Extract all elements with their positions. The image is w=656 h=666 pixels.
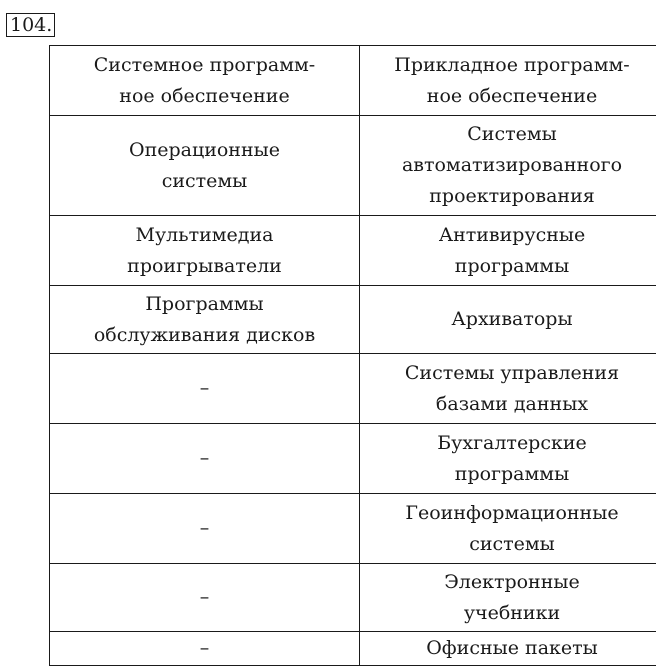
row-8-left: –: [50, 632, 360, 666]
table-row: [50, 354, 656, 424]
table-row: [50, 494, 656, 564]
row-2-left: Мультимедиа проигрыватели: [50, 216, 360, 286]
table-row: [50, 632, 656, 666]
table-row: [50, 216, 656, 286]
row-4-right: Системы управления базами данных: [360, 354, 656, 424]
row-6-right: Геоинформационные системы: [360, 494, 656, 564]
row-1-left: Операционные системы: [50, 116, 360, 216]
row-1-right: Системы автоматизированного проектирования: [360, 116, 656, 216]
table-row: [50, 564, 656, 632]
row-7-left: –: [50, 564, 360, 632]
row-5-right: Бухгалтерские программы: [360, 424, 656, 494]
row-3-right: Архиваторы: [360, 286, 656, 354]
software-classification-table: [49, 45, 656, 666]
table-row: [50, 286, 656, 354]
row-2-right: Антивирусные программы: [360, 216, 656, 286]
header-system-software: Системное программ- ное обеспечение: [50, 46, 360, 116]
task-number: 104.: [6, 13, 55, 37]
row-8-right: Офисные пакеты: [360, 632, 656, 666]
header-application-software: Прикладное программ- ное обеспечение: [360, 46, 656, 116]
table-row: [50, 116, 656, 216]
row-7-right: Электронные учебники: [360, 564, 656, 632]
row-4-left: –: [50, 354, 360, 424]
row-3-left: Программы обслуживания дисков: [50, 286, 360, 354]
row-5-left: –: [50, 424, 360, 494]
table-header-row: [50, 46, 656, 116]
table-row: [50, 424, 656, 494]
row-6-left: –: [50, 494, 360, 564]
